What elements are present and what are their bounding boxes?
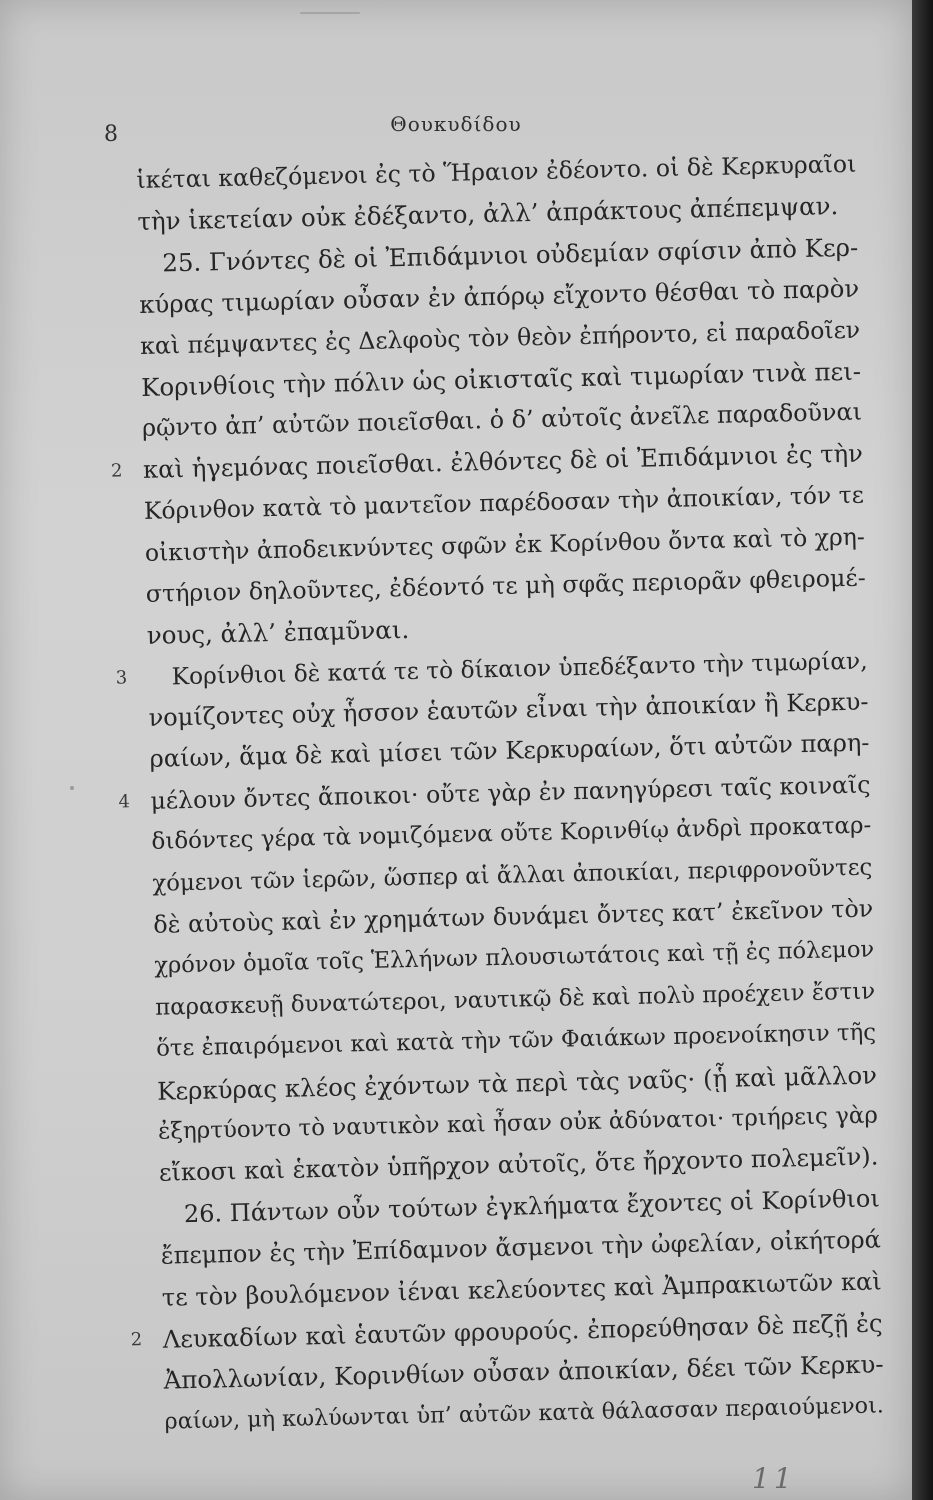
line-text: διδόντες γέρα τὰ νομιζόμενα οὔτε Κορινθίῳ ἀνδρὶ προκαταρ- bbox=[151, 812, 872, 856]
line-text: χρόνον ὁμοῖα τοῖς Ἑλλήνων πλουσιωτάτοις καὶ τῇ ἐς πόλεμον bbox=[154, 936, 875, 980]
line-text: Κορινθίοις τὴν πόλιν ὡς οἰκισταῖς καὶ τιμωρίαν τινὰ πει- bbox=[140, 356, 862, 402]
line-text: Κόρινθον κατὰ τὸ μαντεῖον παρέδοσαν τὴν ἀποικίαν, τόν τε bbox=[143, 480, 865, 526]
scan-edge bbox=[912, 0, 933, 1500]
line-text: νους, ἀλλ’ ἐπαμῦναι. bbox=[146, 615, 410, 651]
body-text bbox=[110, 144, 885, 1443]
line-text: εἴκοσι καὶ ἑκατὸν ὑπῆρχον αὐτοῖς, ὅτε ἤρχοντο πολεμεῖν). bbox=[158, 1142, 879, 1188]
line-text: Κορίνθιοι δὲ κατά τε τὸ δίκαιον ὑπεδέξαντο τὴν τιμωρίαν, bbox=[171, 647, 868, 691]
line-text: Κερκύρας κλέος ἐχόντων τὰ περὶ τὰς ναῦς· (ᾗ καὶ μᾶλλον bbox=[156, 1060, 878, 1106]
pencil-page-mark: 11 bbox=[752, 1462, 796, 1495]
margin-line-number: 2 bbox=[110, 460, 123, 482]
paper-speck bbox=[70, 786, 74, 790]
line-text: δὲ αὐτοὺς καὶ ἐν χρημάτων δυνάμει ὄντες κατ’ ἐκεῖνον τὸν bbox=[153, 894, 874, 939]
line-text: ἱκέται καθεζόμενοι ἐς τὸ Ἥραιον ἐδέοντο. οἱ δὲ Κερκυραῖοι bbox=[136, 149, 857, 194]
line-text: κύρας τιμωρίαν οὖσαν ἐν ἀπόρῳ εἴχοντο θέσθαι τὸ παρὸν bbox=[138, 273, 860, 320]
line-text: Λευκαδίων καὶ ἑαυτῶν φρουρούς. ἐπορεύθησαν δὲ πεζῇ ἐς bbox=[162, 1308, 883, 1354]
line-text: 26. Πάντων οὖν τούτων ἐγκλήματα ἔχοντες οἱ Κορίνθιοι bbox=[183, 1184, 881, 1228]
line-text: χόμενοι τῶν ἱερῶν, ὥσπερ αἱ ἄλλαι ἀποικίαι, περιφρονοῦντες bbox=[152, 854, 873, 897]
margin-line-number: 3 bbox=[115, 667, 128, 689]
paper-scratch bbox=[300, 12, 360, 14]
margin-line-number: 2 bbox=[130, 1329, 143, 1351]
line-text: καὶ πέμψαντες ἐς Δελφοὺς τὸν θεὸν ἐπήροντο, εἰ παραδοῖεν bbox=[139, 315, 861, 360]
running-title: Θουκυδίδου bbox=[390, 112, 522, 136]
line-text: παρασκευῇ δυνατώτεροι, ναυτικῷ δὲ καὶ πολὺ προέχειν ἔστιν bbox=[154, 978, 876, 1021]
line-text: καὶ ἡγεμόνας ποιεῖσθαι. ἐλθόντες δὲ οἱ Ἐπιδάμνιοι ἐς τὴν bbox=[142, 439, 864, 484]
line-text: ραίων, ἅμα δὲ καὶ μίσει τῶν Κερκυραίων, ὅτι αὐτῶν παρη- bbox=[149, 728, 870, 774]
line-text: 25. Γνόντες δὲ οἱ Ἐπιδάμνιοι οὐδεμίαν σφίσιν ἀπὸ Κερ- bbox=[162, 232, 859, 278]
page-number: 8 bbox=[104, 122, 118, 147]
line-text: ραίων, μὴ κωλύωνται ὑπ’ αὐτῶν κατὰ θάλασσαν περαιούμενοι. bbox=[164, 1392, 885, 1435]
line-text: τὴν ἱκετείαν οὐκ ἐδέξαντο, ἀλλ’ ἀπράκτους ἀπέπεμψαν. bbox=[137, 191, 839, 237]
line-text: νομίζοντες οὐχ ἧσσον ἑαυτῶν εἶναι τὴν ἀποικίαν ἢ Κερκυ- bbox=[148, 687, 869, 732]
line-text: ἔπεμπον ἐς τὴν Ἐπίδαμνον ἄσμενοι τὴν ὠφελίαν, οἰκήτορά bbox=[160, 1225, 882, 1270]
line-text: ρῷντο ἀπ’ αὐτῶν ποιεῖσθαι. ὁ δ’ αὐτοῖς ἀνεῖλε παραδοῦναι bbox=[141, 397, 863, 443]
margin-line-number: 4 bbox=[118, 791, 131, 813]
line-text: τε τὸν βουλόμενον ἰέναι κελεύοντες καὶ Ἀμπρακιωτῶν καὶ bbox=[161, 1266, 882, 1312]
line-text: Ἀπολλωνίαν, Κορινθίων οὖσαν ἀποικίαν, δέει τῶν Κερκυ- bbox=[163, 1349, 884, 1396]
line-text: στήριον δηλοῦντες, ἐδέοντό τε μὴ σφᾶς περιορᾶν φθειρομέ- bbox=[145, 563, 866, 608]
line-text: οἰκιστὴν ἀποδεικνύντες σφῶν ἐκ Κορίνθου ὄντα καὶ τὸ χρη- bbox=[144, 522, 866, 567]
line-text: μέλουν ὄντες ἄποικοι· οὔτε γὰρ ἐν πανηγύρεσι ταῖς κοιναῖς bbox=[150, 770, 871, 815]
line-text: ὅτε ἐπαιρόμενοι καὶ κατὰ τὴν τῶν Φαιάκων προενοίκησιν τῆς bbox=[155, 1019, 877, 1062]
line-text: ἐξηρτύοντο τὸ ναυτικὸν καὶ ἦσαν οὐκ ἀδύνατοι· τριήρεις γὰρ bbox=[157, 1102, 879, 1145]
